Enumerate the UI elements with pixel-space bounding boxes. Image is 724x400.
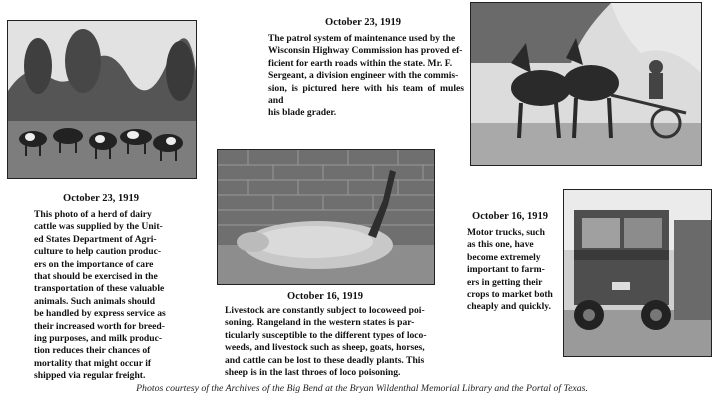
sheep-photo [217,149,435,285]
cattle-photo [7,20,197,179]
date-3: October 16, 1919 [287,291,363,302]
caption-1: This photo of a herd of dairy cattle was supplied by the Unit- ed States Department of Agri- culture to help caution produc- ers on the importance of care that should be exercised in the transportation of these valuable animals. Such animals should be handled by express service as their increased worth for breed- ing purposes, and milk produc- tion reduces their chances of mortality that might occur if shipped via regular freight. [34,209,166,382]
date-4: October 16, 1919 [472,211,548,222]
caption-3: Livestock are constantly subject to locoweed poi- soning. Rangeland in the western states is par- ticularly susceptible to the different types of loco- weeds, and livestock such as sheep, goats, horses, and cattle can be lost to these deadly plants. This sheep is in the last throes of loco poisoning. [225,305,427,379]
truck-photo [563,189,712,357]
date-2: October 23, 1919 [325,17,401,28]
date-1: October 23, 1919 [63,193,139,204]
photo-credit: Photos courtesy of the Archives of the Big Bend at the Bryan Wildenthal Memorial Library and the Portal of Texas. [136,383,588,394]
caption-4: Motor trucks, such as this one, have become extremely important to farm- ers in getting their crops to market both cheaply and quickly. [467,227,553,313]
mules-photo [470,2,702,166]
caption-2: The patrol system of maintenance used by the Wisconsin Highway Commission has proved ef- ficient for earth roads within the state. Mr. F. Sergeant, a division engineer with the commis- sion, is pictured here with his team of mules and his blade grader. [268,33,464,119]
